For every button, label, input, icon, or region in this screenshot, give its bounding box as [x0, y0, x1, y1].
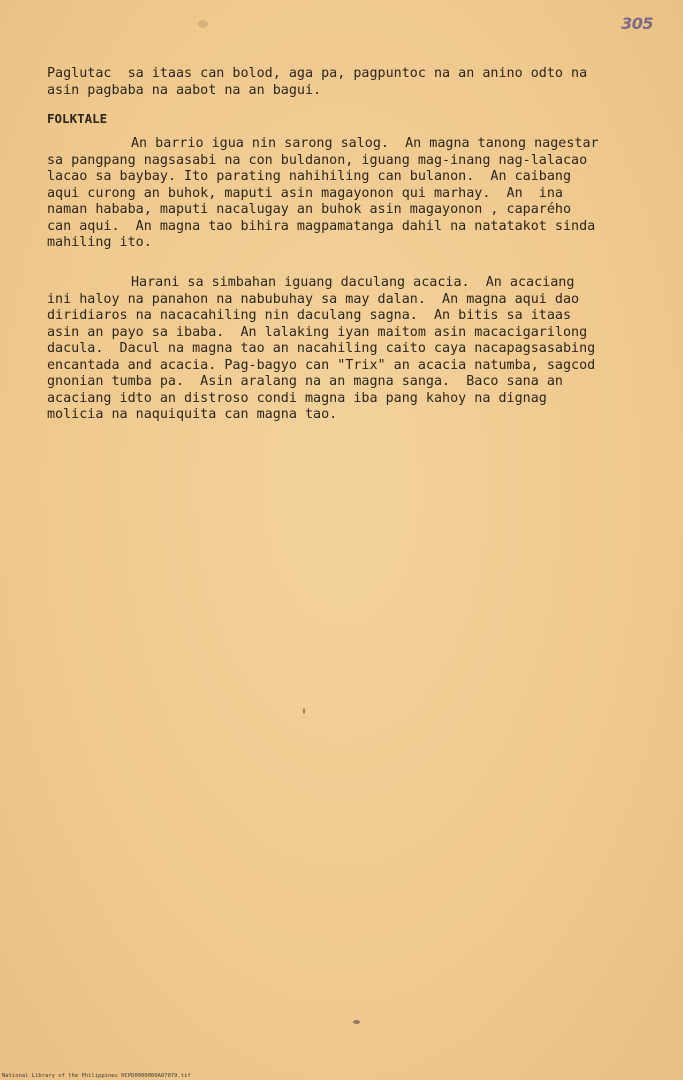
text-line: acaciang idto an distroso condi magna iba pang kahoy na dignag	[47, 390, 547, 406]
text-line: lacao sa baybay. Ito parating nahihiling can bulanon. An caibang	[47, 169, 572, 184]
paper-speck	[353, 1020, 360, 1024]
text-line: asin an payo sa ibaba. An lalaking iyan maitom asin macacigarilong	[47, 324, 588, 340]
text-line: mahiling ito.	[47, 235, 152, 250]
archive-footer: National Library of the Philippines HCPD0000000A07079.tif	[2, 1073, 191, 1079]
text-line: encantada and acacia. Pag-bagyo can "Trix" an acacia natumba, sagcod	[47, 357, 596, 373]
paragraph-folktale-2	[47, 275, 653, 424]
text-line: Paglutac sa itaas can bolod, aga pa, pagpuntoc na an anino odto na	[47, 66, 588, 81]
text-line: sa pangpang nagsasabi na con buldanon, iguang mag-inang nag-lalacao	[47, 152, 588, 168]
paper-speck	[198, 20, 208, 28]
paper-speck	[303, 708, 305, 714]
section-heading: FOLKTALE	[47, 111, 108, 126]
text-line: asin pagbaba na aabot na an bagui.	[47, 82, 322, 98]
paragraph-folktale-1	[47, 136, 653, 252]
text-line: molicia na naquiquita can magna tao.	[47, 407, 338, 422]
page-number: 305	[621, 14, 653, 33]
text-line: gnonian tumba pa. Asin aralang na an magna sanga. Baco sana an	[47, 374, 563, 389]
text-line: An barrio igua nin sarong salog. An magna tanong nagestar	[131, 136, 599, 151]
text-line: naman hababa, maputi nacalugay an buhok asin magayonon , caparého	[47, 202, 572, 217]
intro-paragraph	[47, 66, 653, 99]
text-line: aqui curong an buhok, maputi asin magayonon qui marhay. An ina	[47, 185, 563, 201]
text-line: diridiaros na nacacahiling nin daculang sagna. An bitis sa itaas	[47, 308, 572, 323]
text-line: dacula. Dacul na magna tao an nacahiling caito caya nacapagsasabing	[47, 341, 596, 356]
text-line: can aqui. An magna tao bihira magpamatanga dahil na natatakot sinda	[47, 218, 596, 234]
text-line: ini haloy na panahon na nabubuhay sa may dalan. An magna aqui dao	[47, 291, 580, 307]
text-line: Harani sa simbahan iguang daculang acacia. An acaciang	[131, 275, 575, 290]
